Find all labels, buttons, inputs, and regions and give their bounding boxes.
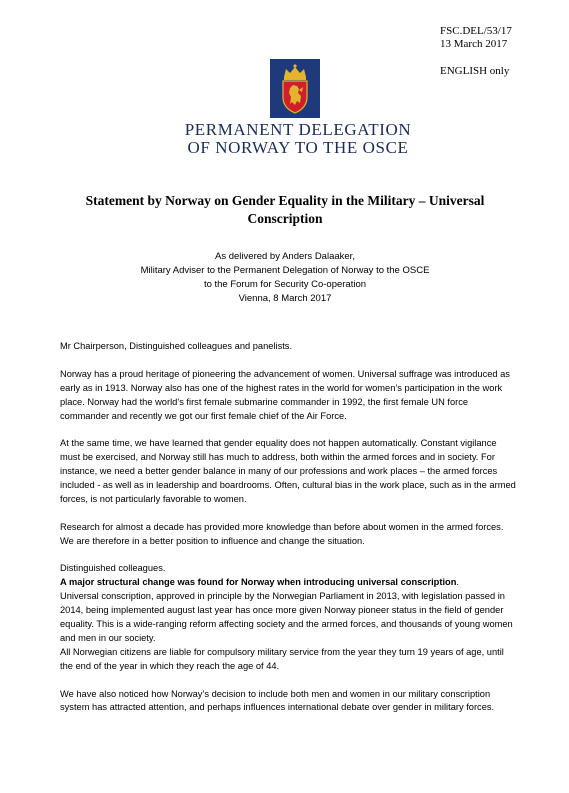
statement-body (60, 340, 518, 729)
norwegian-coat-of-arms-icon (270, 59, 320, 118)
organization-line-2: OF NORWAY TO THE OSCE (187, 138, 409, 157)
paragraph-3: Research for almost a decade has provided more knowledge than before about women in the armed forces. We are therefore in a better position to influence and change the situation. (60, 521, 504, 546)
organization-name (178, 121, 418, 157)
byline (60, 250, 510, 306)
paragraph-4-lead (60, 576, 518, 590)
byline-line-4: Vienna, 8 March 2017 (238, 293, 332, 304)
paragraph-4-body: Universal conscription, approved in principle by the Norwegian Parliament in 2013, with legislation passed in 2014, being implemented august last year has once more given Norway pioneer status in the field of gender equality. This is a wide-ranging reform affecting society and the armed forces, and thousands of young women and men in our society. (60, 591, 513, 643)
document-number: FSC.DEL/53/17 (440, 25, 512, 37)
paragraph-1: Norway has a proud heritage of pioneering the advancement of women. Universal suffrage was introduced as early as in 1913. Norway also has one of the highest rates in the world for women’s participation in the work place. Norway had the world’s first female submarine commander in 1992, the first female UN force commander and recently we got our first female chief of the Air Force. (60, 368, 510, 421)
document-reference (440, 25, 512, 51)
document-date: 13 March 2017 (440, 38, 508, 50)
bold-statement-end: . (456, 577, 459, 588)
paragraph-2: At the same time, we have learned that gender equality does not happen automatically. Constant vigilance must be exercised, and Norway still has much to address, both within the armed forces and in society. For instance, we need a better gender balance in many of our professions and work places – the armed forces included - as well as in leadership and boardrooms. Often, cultural bias in the work place, such as in the armed forces, is not particularly favorable to women. (60, 438, 516, 504)
organization-line-1: PERMANENT DELEGATION (184, 120, 412, 139)
title-line-2: Conscription (247, 211, 323, 226)
paragraph-6: We have also noticed how Norway’s decision to include both men and women in our military conscription system has attracted attention, and perhaps influences international debate over gender in military forces. (60, 688, 495, 713)
bold-statement: A major structural change was found for Norway when introducing universal conscription (60, 577, 457, 588)
byline-line-3: to the Forum for Security Co-operation (203, 279, 367, 290)
byline-line-1: As delivered by Anders Dalaaker, (215, 251, 355, 262)
language-note: ENGLISH only (440, 65, 510, 77)
paragraph-5: All Norwegian citizens are liable for compulsory military service from the year they turn 19 years of age, until the end of the year in which they reach the age of 44. (60, 646, 504, 671)
statement-title (60, 192, 510, 228)
paragraph-4-intro: Distinguished colleagues. (60, 563, 166, 574)
title-line-1: Statement by Norway on Gender Equality in the Military – Universal (85, 193, 485, 208)
byline-line-2: Military Adviser to the Permanent Delegation of Norway to the OSCE (140, 265, 430, 276)
salutation: Mr Chairperson, Distinguished colleagues and panelists. (60, 341, 293, 351)
